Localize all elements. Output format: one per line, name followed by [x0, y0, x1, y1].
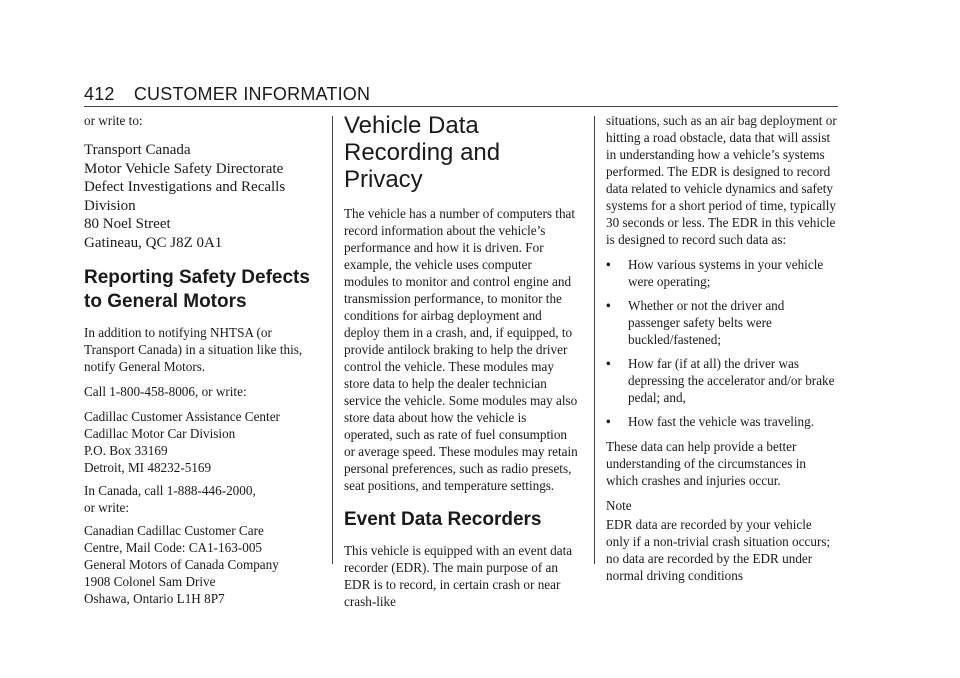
note-label: Note [606, 498, 632, 513]
paragraph: These data can help provide a better understanding of the circumstances in which crashes and injuries occur. [606, 439, 806, 488]
list-item [606, 256, 838, 290]
address-line: Gatineau, QC J8Z 0A1 [84, 234, 223, 251]
address-line: Detroit, MI 48232-5169 [84, 460, 212, 475]
column-divider [594, 116, 595, 564]
section-heading: Reporting Safety Defects to General Motors [84, 267, 310, 312]
paragraph: situations, such as an air bag deployment or hitting a road obstacle, data that will assist in understanding how a vehicle’s systems performed. The EDR is designed to record data related to vehicle dynamics and safety systems for a short period of time, typically 30 seconds or less. The EDR in this vehicle is designed to record such data as: [606, 113, 837, 247]
section-title: CUSTOMER INFORMATION [133, 84, 371, 104]
address-line: Canadian Cadillac Customer Care [84, 523, 264, 538]
address-line: Centre, Mail Code: CA1-163-005 [84, 540, 263, 555]
list-item [606, 297, 838, 348]
column-1 [84, 112, 316, 615]
column-3 [606, 112, 838, 592]
cadillac-us-address [84, 408, 316, 476]
address-line: Defect Investigations and Recalls [84, 179, 286, 195]
address-line: Cadillac Motor Car Division [84, 426, 236, 441]
header-rule [84, 106, 838, 107]
transport-canada-address [84, 141, 316, 252]
list-item-text: Whether or not the driver and passenger safety belts were buckled/fastened; [628, 298, 785, 347]
address-line: Oshawa, Ontario L1H 8P7 [84, 591, 225, 606]
subsection-heading: Event Data Recorders [344, 509, 542, 530]
column-divider [332, 116, 333, 564]
cadillac-canada-address [84, 522, 316, 607]
canada-call-text [84, 482, 316, 516]
paragraph: The vehicle has a number of computers that record information about the vehicle’s performance and how it is driven. For example, the vehicle uses computer modules to monitor and control engine and transmission performance, to monitor the conditions for airbag deployment and deploy them in a crash, and, if equipped, to provide antilock braking to help the driver control the vehicle. These modules may store data to help the dealer technician service the vehicle. Some modules may also store data about how the vehicle is operated, such as rate of fuel consumption or average speed. These modules may retain personal preferences, such as radio presets, seat positions, and temperature settings. [344, 206, 578, 493]
address-line: Division [84, 197, 136, 214]
address-line: P.O. Box 33169 [84, 443, 168, 458]
list-item-text: How far (if at all) the driver was depressing the accelerator and/or brake pedal; and, [628, 356, 835, 405]
intro-text: or write to: [84, 113, 143, 128]
page-header [84, 84, 370, 105]
address-line: Cadillac Customer Assistance Center [84, 409, 280, 424]
bullet-icon: • [606, 356, 611, 371]
list-item-text: How fast the vehicle was traveling. [628, 414, 815, 429]
address-line: Motor Vehicle Safety Directorate [84, 160, 284, 177]
bullet-icon: • [606, 257, 611, 272]
bullet-icon: • [606, 298, 611, 313]
paragraph: Call 1-800-458-8006, or write: [84, 384, 247, 399]
list-item-text: How various systems in your vehicle were operating; [628, 257, 824, 289]
section-heading: Vehicle Data Recording and Privacy [344, 112, 501, 193]
paragraph: In addition to notifying NHTSA (or Transport Canada) in a situation like this, notify General Motors. [84, 325, 303, 374]
column-2 [344, 112, 578, 618]
page-number: 412 [84, 84, 115, 104]
list-item [606, 413, 838, 430]
paragraph: This vehicle is equipped with an event data recorder (EDR). The main purpose of an EDR is to record, in certain crash or near crash-like [344, 543, 573, 609]
list-item [606, 355, 838, 406]
bullet-icon: • [606, 414, 611, 429]
address-line: 80 Noel Street [84, 216, 171, 232]
address-line: 1908 Colonel Sam Drive [84, 574, 216, 589]
text-line: In Canada, call 1-888-446-2000, [84, 483, 256, 498]
note-text: EDR data are recorded by your vehicle only if a non-trivial crash situation occurs; no data are recorded by the EDR under normal driving conditions [606, 517, 831, 583]
text-line: or write: [84, 500, 130, 515]
address-line: Transport Canada [84, 142, 191, 158]
bullet-list [606, 256, 838, 430]
address-line: General Motors of Canada Company [84, 557, 279, 572]
